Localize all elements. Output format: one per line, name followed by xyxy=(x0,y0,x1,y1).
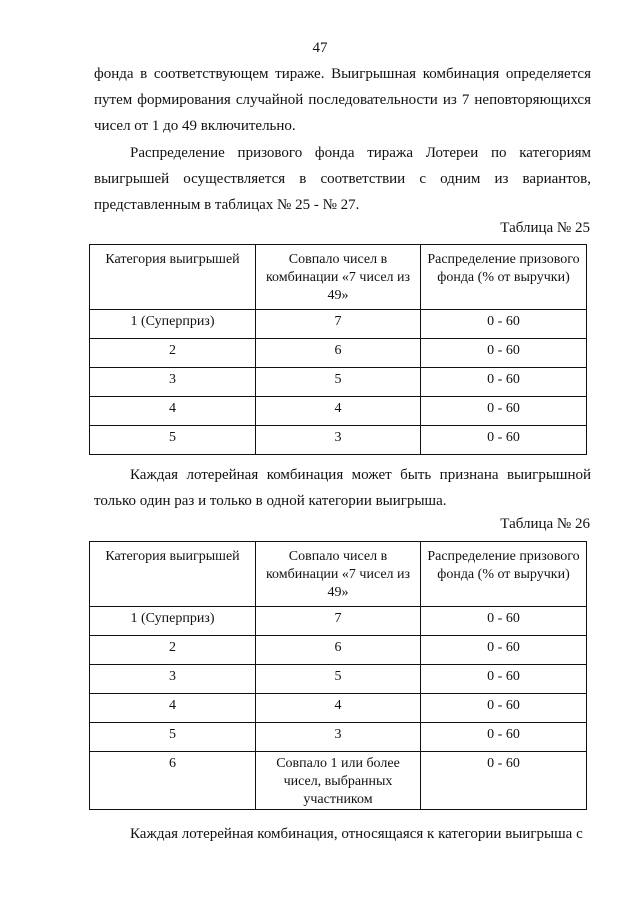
cell-category: 1 (Суперприз) xyxy=(90,607,256,636)
cell-matched: 7 xyxy=(256,310,421,339)
table-row xyxy=(90,339,587,368)
cell-distribution: 0 - 60 xyxy=(421,397,587,426)
cell-matched: 5 xyxy=(256,665,421,694)
table-row xyxy=(90,665,587,694)
cell-distribution: 0 - 60 xyxy=(421,426,587,455)
cell-category: 4 xyxy=(90,397,256,426)
table-header-row xyxy=(90,245,587,310)
cell-category: 5 xyxy=(90,426,256,455)
table-26 xyxy=(89,541,587,810)
table-row xyxy=(90,397,587,426)
paragraph-1: фонда в соответствующем тираже. Выигрышная комбинация определяется путем формирования случайной последовательности из 7 неповторяющихся чисел от 1 до 49 включительно. xyxy=(94,66,591,134)
cell-category: 6 xyxy=(90,752,256,810)
table-25 xyxy=(89,244,587,455)
table-row xyxy=(90,723,587,752)
header-matched: Совпало чисел в комбинации «7 чисел из 49» xyxy=(256,542,421,607)
cell-category: 2 xyxy=(90,339,256,368)
table-row xyxy=(90,368,587,397)
header-distribution: Распределение призового фонда (% от выручки) xyxy=(421,542,587,607)
cell-category: 4 xyxy=(90,694,256,723)
cell-matched: Совпало 1 или более чисел, выбранных участником xyxy=(256,752,421,810)
paragraph-4: Каждая лотерейная комбинация, относящаяся к категории выигрыша с xyxy=(130,826,583,842)
cell-category: 3 xyxy=(90,665,256,694)
cell-distribution: 0 - 60 xyxy=(421,310,587,339)
cell-matched: 4 xyxy=(256,397,421,426)
cell-matched: 6 xyxy=(256,339,421,368)
cell-category: 2 xyxy=(90,636,256,665)
table-row xyxy=(90,694,587,723)
cell-distribution: 0 - 60 xyxy=(421,694,587,723)
page-number: 47 xyxy=(312,40,328,56)
table-header-row xyxy=(90,542,587,607)
cell-category: 3 xyxy=(90,368,256,397)
cell-category: 1 (Суперприз) xyxy=(90,310,256,339)
cell-distribution: 0 - 60 xyxy=(421,723,587,752)
paragraph-3: Каждая лотерейная комбинация может быть признана выигрышной только один раз и только в одной категории выигрыша. xyxy=(94,467,591,509)
table-row xyxy=(90,310,587,339)
table-row xyxy=(90,752,587,810)
paragraph-2: Распределение призового фонда тиража Лотереи по категориям выигрышей осуществляется в соответствии с одним из вариантов, представленным в таблицах № 25 - № 27. xyxy=(94,145,591,213)
cell-distribution: 0 - 60 xyxy=(421,636,587,665)
cell-matched: 3 xyxy=(256,723,421,752)
table-26-caption: Таблица № 26 xyxy=(500,516,590,532)
cell-distribution: 0 - 60 xyxy=(421,752,587,810)
cell-category: 5 xyxy=(90,723,256,752)
header-category: Категория выигрышей xyxy=(90,542,256,607)
header-distribution: Распределение призового фонда (% от выручки) xyxy=(421,245,587,310)
cell-distribution: 0 - 60 xyxy=(421,665,587,694)
cell-distribution: 0 - 60 xyxy=(421,339,587,368)
table-row xyxy=(90,426,587,455)
table-25-caption: Таблица № 25 xyxy=(500,220,590,236)
cell-matched: 4 xyxy=(256,694,421,723)
header-category: Категория выигрышей xyxy=(90,245,256,310)
cell-matched: 3 xyxy=(256,426,421,455)
cell-matched: 5 xyxy=(256,368,421,397)
cell-matched: 7 xyxy=(256,607,421,636)
cell-matched: 6 xyxy=(256,636,421,665)
table-row xyxy=(90,636,587,665)
cell-distribution: 0 - 60 xyxy=(421,368,587,397)
table-row xyxy=(90,607,587,636)
cell-distribution: 0 - 60 xyxy=(421,607,587,636)
header-matched: Совпало чисел в комбинации «7 чисел из 49» xyxy=(256,245,421,310)
